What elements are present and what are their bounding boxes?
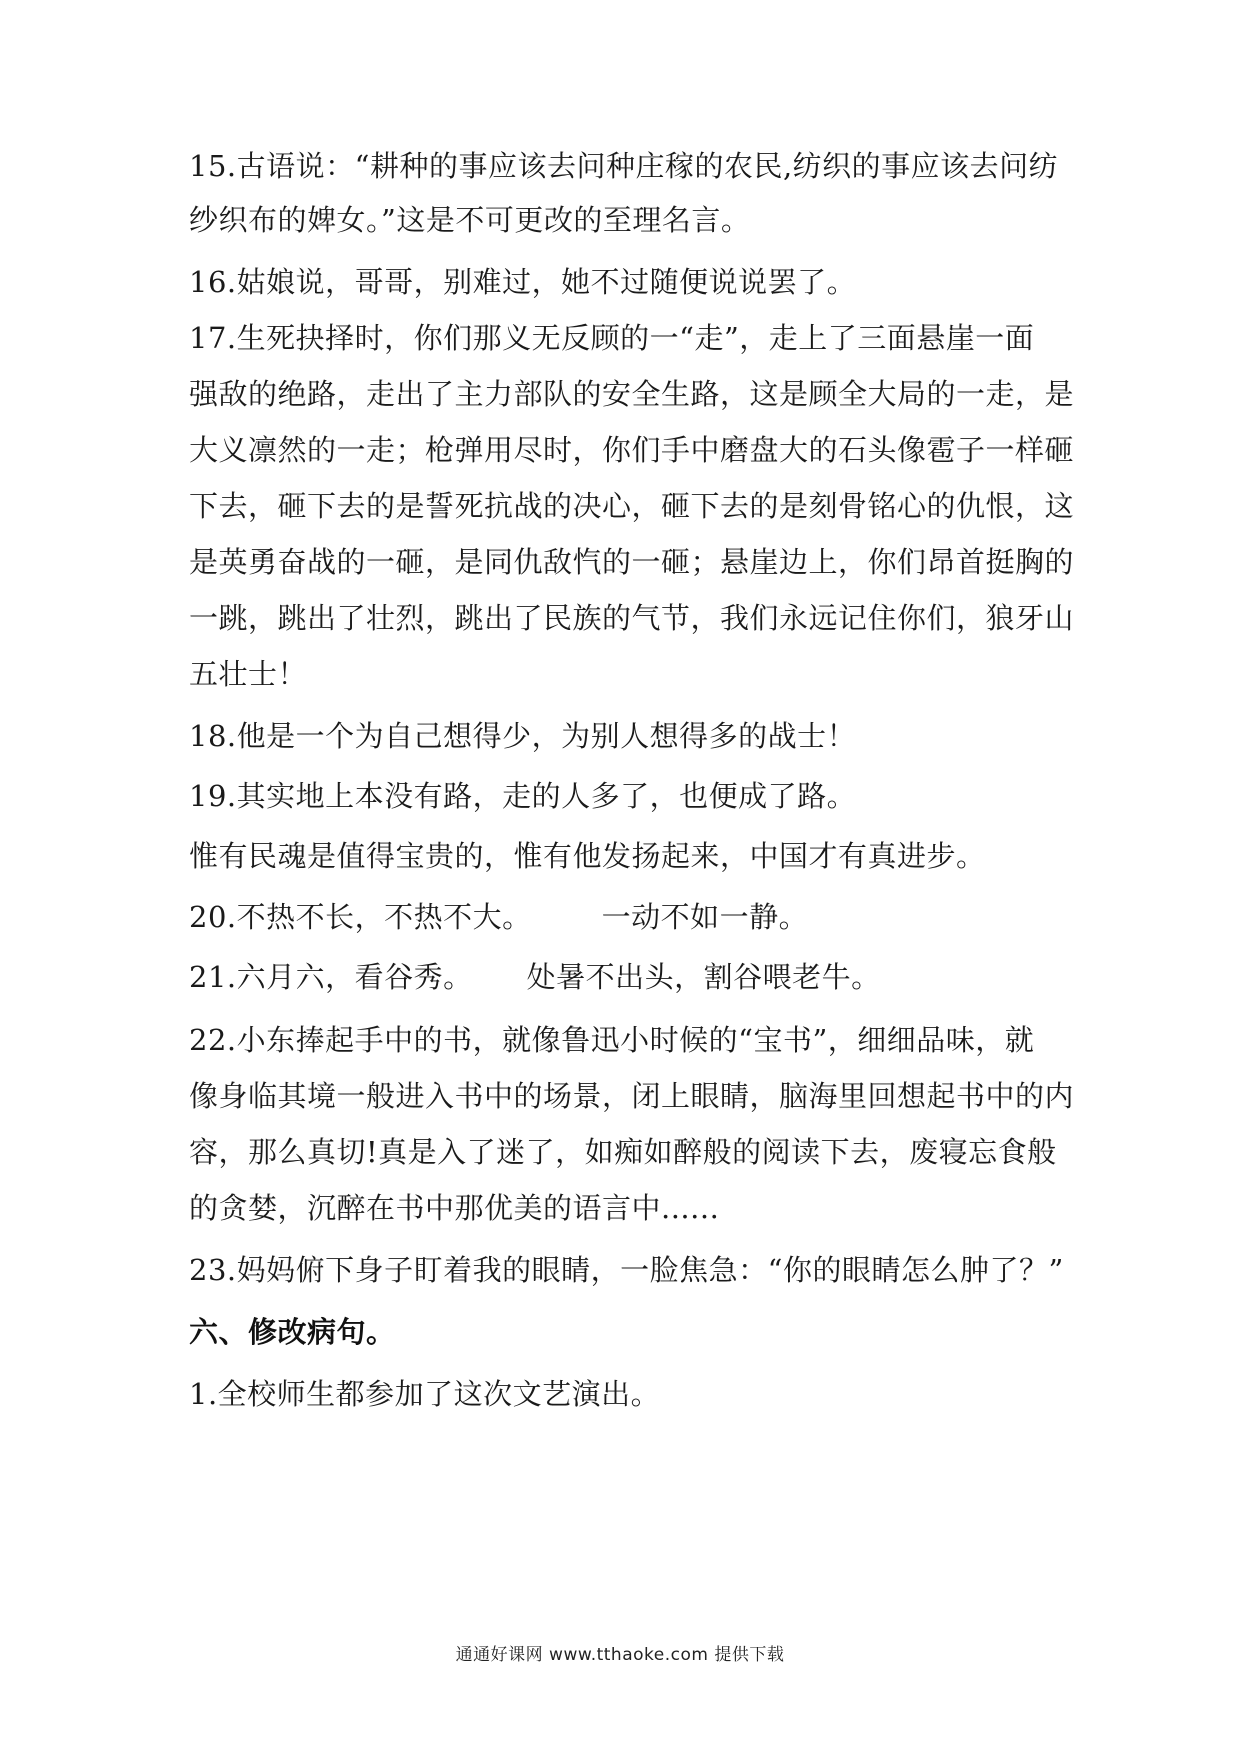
proverb-b: 一动不如一静。 [601, 900, 809, 934]
text-line: 惟有民魂是值得宝贵的，惟有他发扬起来，中国才有真进步。 [189, 839, 986, 873]
text-line: 的贪婪，沉醉在书中那优美的语言中...... [189, 1191, 720, 1225]
question-item: 1.全校师生都参加了这次文艺演出。 [189, 1377, 661, 1411]
proverb-b: 处暑不出头，割谷喂老牛。 [526, 960, 881, 994]
text-line: 19.其实地上本没有路，走的人多了，也便成了路。 [189, 779, 857, 813]
text-line: 像身临其境一般进入书中的场景，闭上眼睛，脑海里回想起书中的内 [189, 1079, 1075, 1113]
text-line: 15.古语说：“耕种的事应该去问种庄稼的农民,纺织的事应该去问纺 [189, 149, 1059, 183]
text-line-21 [189, 957, 881, 997]
text-line: 一跳，跳出了壮烈，跳出了民族的气节，我们永远记住你们，狼牙山 [189, 601, 1075, 635]
text-line: 23.妈妈俯下身子盯着我的眼睛，一脸焦急：“你的眼睛怎么肿了？” [189, 1253, 1064, 1287]
text-line: 五壮士！ [189, 657, 308, 691]
footer-credit: 通通好课网 www.tthaoke.com 提供下载 [455, 1645, 785, 1665]
text-line: 强敌的绝路，走出了主力部队的安全生路，这是顾全大局的一走，是 [189, 377, 1075, 411]
text-line: 大义凛然的一走；枪弹用尽时，你们手中磨盘大的石头像雹子一样砸 [189, 433, 1075, 467]
text-line: 22.小东捧起手中的书，就像鲁迅小时候的“宝书”，细细品味，就 [189, 1023, 1035, 1057]
text-line: 下去，砸下去的是誓死抗战的决心，砸下去的是刻骨铭心的仇恨，这 [189, 489, 1075, 523]
proverb-a: 21.六月六，看谷秀。 [189, 960, 473, 994]
text-line: 纱织布的婢女。”这是不可更改的至理名言。 [189, 203, 751, 237]
text-line: 18.他是一个为自己想得少，为别人想得多的战士！ [189, 719, 857, 753]
text-line-20 [189, 897, 808, 937]
section-heading: 六、修改病句。 [189, 1315, 396, 1349]
text-line: 容，那么真切!真是入了迷了，如痴如醉般的阅读下去，废寝忘食般 [189, 1135, 1057, 1169]
text-line: 是英勇奋战的一砸，是同仇敌忾的一砸；悬崖边上，你们昂首挺胸的 [189, 545, 1075, 579]
proverb-a: 20.不热不长，不热不大。 [189, 900, 532, 934]
text-line: 17.生死抉择时，你们那义无反顾的一“走”，走上了三面悬崖一面 [189, 321, 1035, 355]
text-line: 16.姑娘说，哥哥，别难过，她不过随便说说罢了。 [189, 265, 857, 299]
